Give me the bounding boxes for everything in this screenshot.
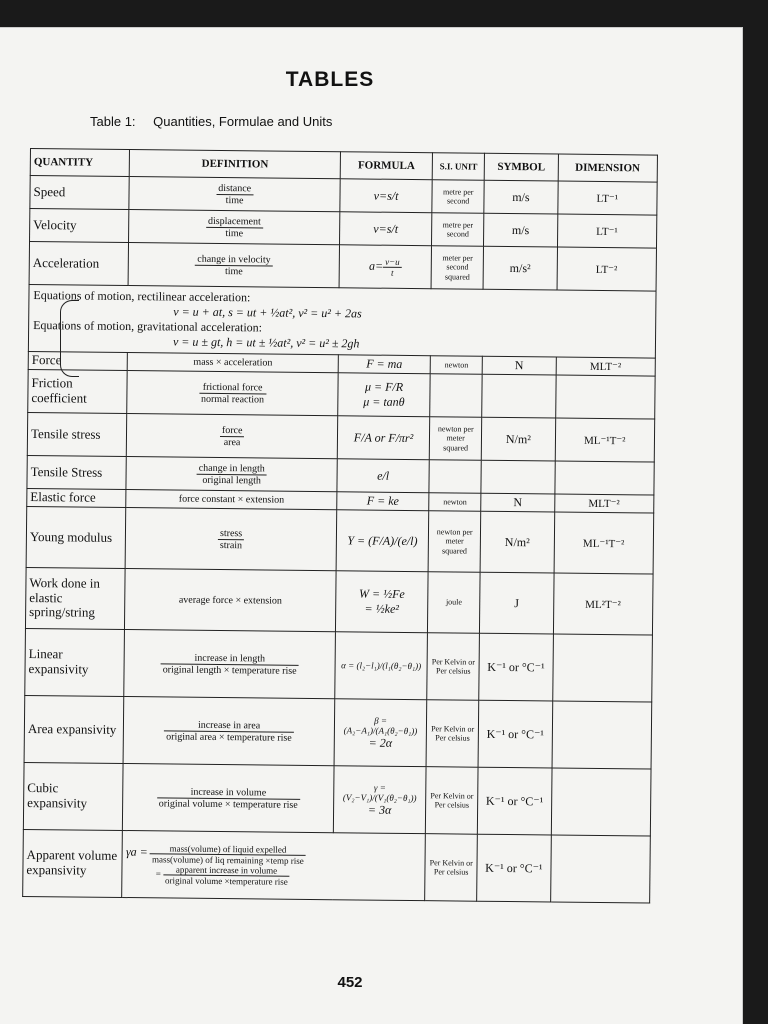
formula-cell: μ = F/R μ = tanθ xyxy=(338,373,431,417)
dimension-cell: ML⁻¹T⁻² xyxy=(554,512,654,574)
equations-bracket-mark xyxy=(60,300,79,377)
definition-cell: $\frac{\text{increase in volume}}{\text{original volume × temperature rise}}$ xyxy=(123,764,334,833)
unit-cell: Per Kelvin or Per celsius xyxy=(427,633,480,701)
table-row xyxy=(27,412,654,462)
symbol-cell: K⁻¹ or °C⁻¹ xyxy=(477,834,551,902)
header-formula: FORMULA xyxy=(340,152,433,180)
definition-cell: $\frac{\text{distance}}{\text{time}}$ xyxy=(129,177,340,212)
header-definition: DEFINITION xyxy=(130,150,341,179)
gravitational-label: Equations of motion, gravitational acceleration: xyxy=(33,318,263,335)
dimension-cell: LT⁻¹ xyxy=(557,214,657,248)
header-dimension: DIMENSION xyxy=(558,154,658,182)
symbol-cell: J xyxy=(480,572,554,634)
caption-text: Quantities, Formulae and Units xyxy=(153,114,333,129)
dimension-cell: MLT⁻² xyxy=(556,357,656,376)
table-row xyxy=(29,242,656,292)
caption-label: Table 1: xyxy=(90,114,136,129)
unit-cell: Per Kelvin or Per celsius xyxy=(426,767,479,835)
symbol-cell: m/s xyxy=(484,180,558,214)
formula-cell: v=s/t xyxy=(340,179,433,213)
table-row xyxy=(24,695,652,769)
quantity-cell: Friction coefficient xyxy=(28,369,128,413)
definition-formula-cell: γa = $\frac{\text{mass(volume) of liquid expelled}}{\text{mass(volume) of liq remaining ×temp rise}}$ = $\frac{\text{apparent increase in volume}}{\text{original volume ×temperature rise}}$ xyxy=(122,831,426,901)
unit-cell: Per Kelvin or Per celsius xyxy=(425,834,478,902)
unit-cell: meter per second squared xyxy=(431,246,483,290)
symbol-cell: N xyxy=(481,493,555,512)
formula-cell: W = ½Fe = ½ke² xyxy=(335,571,428,633)
formula-cell: F = ma xyxy=(338,355,430,374)
header-si-unit: S.I. UNIT xyxy=(432,153,484,181)
dimension-cell: ML²T⁻² xyxy=(553,573,653,635)
quantity-cell: Area expansivity xyxy=(24,695,124,763)
unit-cell: metre per second xyxy=(432,213,484,247)
unit-cell: newton xyxy=(430,356,482,375)
formula-cell: a= $\frac{v-u}{t}$ xyxy=(339,245,432,289)
unit-cell: joule xyxy=(428,572,481,634)
symbol-cell: N xyxy=(482,356,556,375)
quantity-cell: Velocity xyxy=(30,209,130,243)
definition-cell: average force × extension xyxy=(125,569,336,632)
formula-cell: β = (A₂−A₁)/(A₁(θ₂−θ₁)) = 2α xyxy=(334,699,427,767)
symbol-cell: K⁻¹ or °C⁻¹ xyxy=(479,633,553,701)
unit-cell: newton per meter squared xyxy=(428,511,481,573)
dimension-cell xyxy=(550,835,650,903)
quantities-table xyxy=(22,148,658,904)
symbol-cell: K⁻¹ or °C⁻¹ xyxy=(478,767,552,835)
dimension-cell xyxy=(552,634,652,702)
quantity-cell: Linear expansivity xyxy=(25,628,125,696)
quantity-cell: Force xyxy=(28,351,128,370)
formula-cell: e/l xyxy=(337,459,430,493)
page-number: 452 xyxy=(337,974,363,991)
symbol-cell: K⁻¹ or °C⁻¹ xyxy=(478,700,552,768)
header-symbol: SYMBOL xyxy=(484,153,558,181)
formula-cell: γ = (V₂−V₁)/(V₁(θ₂−θ₁)) = 3α xyxy=(333,766,426,834)
definition-cell: $\frac{\text{change in length}}{\text{original length}}$ xyxy=(126,457,337,492)
dimension-cell: MLT⁻² xyxy=(554,494,654,513)
symbol-cell: m/s² xyxy=(483,246,557,290)
table-row xyxy=(23,829,651,903)
definition-cell: $\frac{\text{frictional force}}{\text{normal reaction}}$ xyxy=(127,371,338,416)
definition-cell: $\frac{\text{stress}}{\text{strain}}$ xyxy=(125,508,336,571)
formula-cell: F/A or F/πr² xyxy=(337,416,430,460)
formula-cell: α = (l₂−l₁)/(l₁(θ₂−θ₁)) xyxy=(335,632,428,700)
book-page xyxy=(0,28,742,1024)
formula-cell: Y = (F/A)/(e/l) xyxy=(336,510,429,572)
unit-cell xyxy=(430,374,482,418)
page-heading: TABLES xyxy=(285,68,375,91)
dimension-cell xyxy=(552,701,652,769)
definition-cell: $\frac{\text{increase in area}}{\text{original area × temperature rise}}$ xyxy=(123,697,334,766)
definition-cell: mass × acceleration xyxy=(128,353,339,373)
definition-cell: $\frac{\text{displacement}}{\text{time}}$ xyxy=(129,210,340,245)
symbol-cell xyxy=(482,374,556,418)
dimension-cell xyxy=(555,375,655,419)
definition-cell: force constant × extension xyxy=(126,490,337,510)
table-row xyxy=(28,369,655,419)
unit-cell: metre per second xyxy=(432,180,484,214)
table-row xyxy=(25,628,653,702)
symbol-cell: N/m² xyxy=(481,417,555,461)
table-row xyxy=(26,506,654,574)
unit-cell: newton xyxy=(429,493,481,512)
dimension-cell: LT⁻¹ xyxy=(557,181,657,215)
symbol-cell xyxy=(481,460,555,494)
symbol-cell: N/m² xyxy=(480,511,554,573)
rectilinear-label: Equations of motion, rectilinear acceleration: xyxy=(33,288,251,305)
quantity-cell: Work done in elastic spring/string xyxy=(25,567,125,629)
unit-cell: newton per meter squared xyxy=(429,417,481,461)
equations-cell xyxy=(28,284,656,358)
table-row xyxy=(25,567,653,635)
quantity-cell: Tensile stress xyxy=(27,412,127,456)
definition-cell: $\frac{\text{change in velocity}}{\text{time}}$ xyxy=(128,243,339,288)
dimension-cell: LT⁻² xyxy=(557,247,657,291)
definition-cell: $\frac{\text{increase in length}}{\text{original length × temperature rise}}$ xyxy=(124,630,335,699)
table-row xyxy=(23,762,651,836)
quantity-cell: Young modulus xyxy=(26,506,126,568)
gravitational-equations: v = u ± gt, h = ut ± ½at², v² = u² ± 2gh xyxy=(172,334,360,351)
quantity-cell: Elastic force xyxy=(27,488,127,507)
table-caption xyxy=(90,114,332,129)
dimension-cell xyxy=(551,768,651,836)
quantity-cell: Tensile Stress xyxy=(27,455,127,489)
quantity-cell: Acceleration xyxy=(29,242,129,286)
equations-row xyxy=(28,284,656,358)
formula-cell: F = ke xyxy=(337,492,429,511)
header-quantity: QUANTITY xyxy=(30,149,130,177)
formula-cell: v=s/t xyxy=(339,212,432,246)
unit-cell: Per Kelvin or Per celsius xyxy=(426,700,479,768)
unit-cell xyxy=(429,460,481,494)
symbol-cell: m/s xyxy=(484,213,558,247)
dimension-cell: ML⁻¹T⁻² xyxy=(555,418,655,462)
dimension-cell xyxy=(554,461,654,495)
quantity-cell: Cubic expansivity xyxy=(23,762,123,830)
definition-cell: $\frac{\text{force}}{\text{area}}$ xyxy=(127,414,338,459)
quantity-cell: Speed xyxy=(30,176,130,210)
rectilinear-equations: v = u + at, s = ut + ½at², v² = u² + 2as xyxy=(173,304,362,321)
quantity-cell: Apparent volume expansivity xyxy=(23,829,123,897)
